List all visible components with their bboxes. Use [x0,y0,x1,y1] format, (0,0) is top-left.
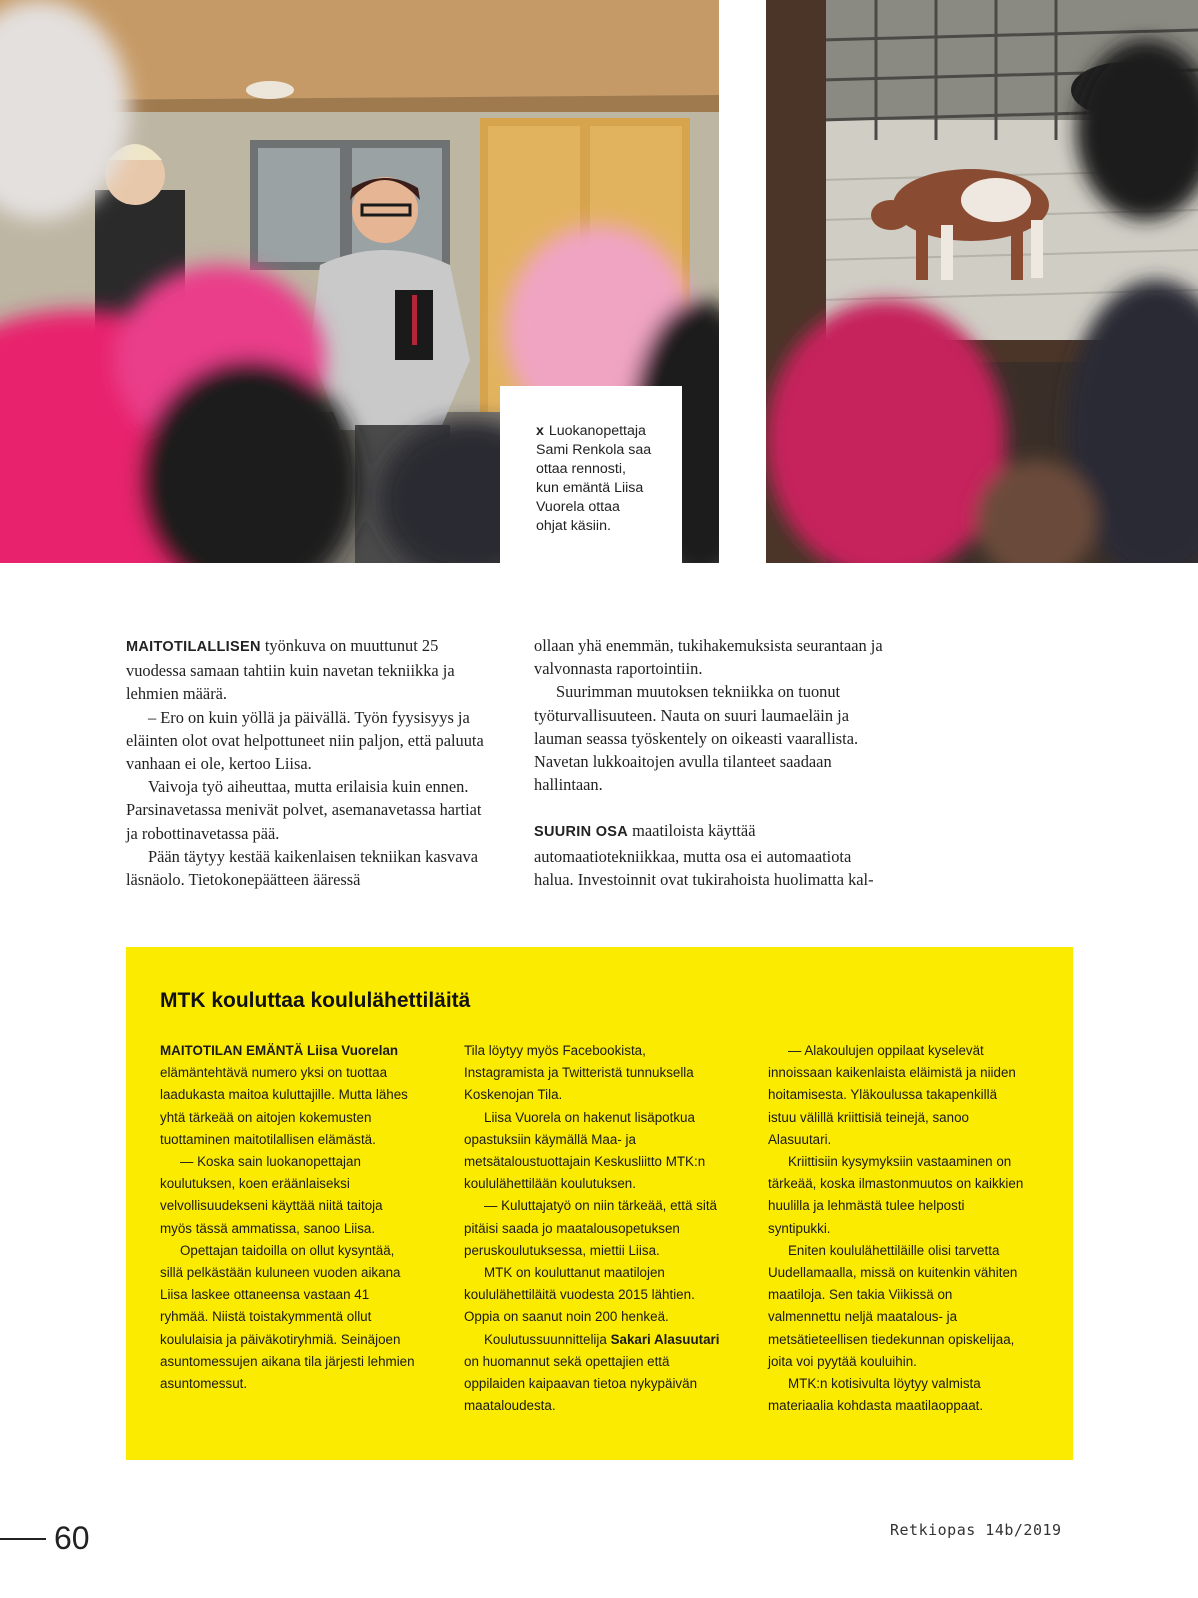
caption-line: kun emäntä Liisa [536,480,644,496]
article-column-2 [534,634,892,891]
paragraph-text: maatiloista käyttää automaatiotekniikkaa, mutta osa ei automaatiota halua. Investoinnit ovat tukirahoista huolimatta kal- [534,821,874,889]
paragraph-lead: MAITOTILALLISEN [126,639,261,655]
paragraph-text: – Ero on kuin yöllä ja päivällä. Työn fyysisyys ja eläinten olot ovat helpottuneet niin paljon, että paluuta vanhaan ei ole, kertoo Liisa. [126,707,484,774]
info-paragraph [160,1151,417,1240]
article-paragraph [126,706,484,776]
photo-caption [500,386,682,563]
person-name: Sakari Alasuutari [610,1331,720,1347]
info-paragraph [464,1040,721,1107]
info-paragraph: MTK:n kotisivulta löytyy valmista materiaalia kohdasta maatilaoppaat. [768,1376,984,1414]
info-box-column-2 [464,1040,721,1417]
info-box-column-3 [768,1040,1025,1417]
article-paragraph [534,634,892,680]
info-paragraph [160,1040,417,1151]
info-paragraph: — Alakoulujen oppilaat kyselevät innoissaan kaikenlaista eläimistä ja niiden hoitamisesta. Yläkoulussa takapenkillä istuu välillä kriittisiä teinejä, sanoo Alasuutari. [768,1043,1016,1147]
caption-marker: x [536,423,544,439]
article-column-1 [126,634,484,891]
article-paragraph [126,845,484,891]
paragraph-text: — Koska sain luokanopettajan koulutuksen, koen eräänlaiseksi velvollisuudekseni käyttää niitä taitoja myös tässä ammatissa, sanoo Liisa. [160,1154,383,1236]
paragraph-lead: SUURIN OSA [534,824,629,841]
article-paragraph [126,775,484,845]
info-paragraph: Kriittisiin kysymyksiin vastaaminen on tärkeää, koska ilmastonmuutos on kaikkien huulilla ja lehmästä tulee helposti syntipukki. [768,1154,1024,1236]
paragraph-text: ollaan yhä enemmän, tukihakemuksista seurantaan ja valvonnasta raportointiin. [534,636,883,679]
info-paragraph [464,1107,721,1196]
paragraph-text: Pään täytyy kestää kaikenlaisen tekniikan kasvava läsnäolo. Tietokonepäätteen ääressä [126,846,478,890]
paragraph-text: Liisa Vuorela on hakenut lisäpotkua opastuksiin käymällä Maa- ja metsätaloustuottajain Keskusliitto MTK:n koululähettilään koulutuksen. [464,1109,706,1192]
caption-line: Sami Renkola saa [536,442,652,458]
photo-barn-cows [766,0,1198,563]
caption-line: ohjat käsiin. [536,518,611,534]
info-box-column-1 [160,1040,417,1395]
article-paragraph [126,634,484,706]
issue-label: Retkiopas 14b/2019 [890,1521,1062,1539]
paragraph-text: on huomannut sekä opettajien että oppilaiden kaipaavan tietoa nykypäivän maataloudesta. [464,1353,698,1414]
info-paragraph [464,1262,721,1329]
footer-rule [0,1538,46,1540]
paragraph-text: — Kuluttajatyö on niin tärkeää, että sitä pitäisi saada jo maatalousopetuksen peruskoulutuksessa, miettii Liisa. [464,1198,717,1258]
info-paragraph [464,1329,721,1418]
paragraph-text: Koulutussuunnittelija [484,1331,611,1347]
paragraph-text: työnkuva on muuttunut 25 vuodessa samaan tahtiin kuin navetan tekniikka ja lehmien määrä. [126,636,455,704]
paragraph-lead: MAITOTILAN EMÄNTÄ Liisa Vuorelan [160,1043,399,1058]
info-paragraph [464,1195,721,1262]
caption-line: ottaa rennosti, [536,461,626,477]
paragraph-text: Tila löytyy myös Facebookista, Instagramista ja Twitteristä tunnuksella Koskenojan Tila. [464,1043,694,1103]
page-number: 60 [54,1520,90,1556]
paragraph-text: Vaivoja työ aiheuttaa, mutta erilaisia kuin ennen. Parsinavetassa menivät polvet, asemanavetassa hartiat ja robottinavetassa pää. [126,777,482,843]
paragraph-text: MTK on kouluttanut maatilojen koululähettiläitä vuodesta 2015 lähtien. Oppia on saanut noin 200 henkeä. [464,1265,695,1325]
paragraph-text: elämäntehtävä numero yksi on tuottaa laadukasta maitoa kuluttajille. Mutta lähes yhtä tärkeää on aitojen kokemusten tuottaminen maitotilallisen elämästä. [160,1065,408,1147]
caption-line: Vuorela ottaa [536,499,620,515]
info-box [126,947,1073,1460]
caption-line: Luokanopettaja [548,423,646,439]
article-paragraph [534,680,892,796]
paragraph-text: Suurimman muutoksen tekniikka on tuonut työturvallisuuteen. Nauta on suuri laumaeläin ja lauman seassa työskentely on oikeasti vaarallista. Navetan lukkoaitojen avulla tilanteet saadaan hallintaan. [534,682,859,795]
info-box-title: MTK kouluttaa koululähettiläitä [160,989,471,1012]
paragraph-text: Opettajan taidoilla on ollut kysyntää, sillä pelkästään kuluneen vuoden aikana Liisa laskee ottaneensa vastaan 41 ryhmää. Niistä toistakymmentä ollut koululaisia ja päiväkotiryhmiä. Seinäjoen asuntomessujen aikana tila järjesti lehmien asuntomessut. [160,1242,415,1392]
article-paragraph [534,819,892,891]
info-paragraph: Eniten koululähettiläille olisi tarvetta Uudellamaalla, missä on kuitenkin vähiten maatiloja. Sen takia Viikissä on valmennettu neljä maatalous- ja metsätieteellisen tiedekunnan opiskelijaa, joita voi pyytää kouluihin. [768,1242,1018,1369]
info-paragraph [160,1240,417,1395]
